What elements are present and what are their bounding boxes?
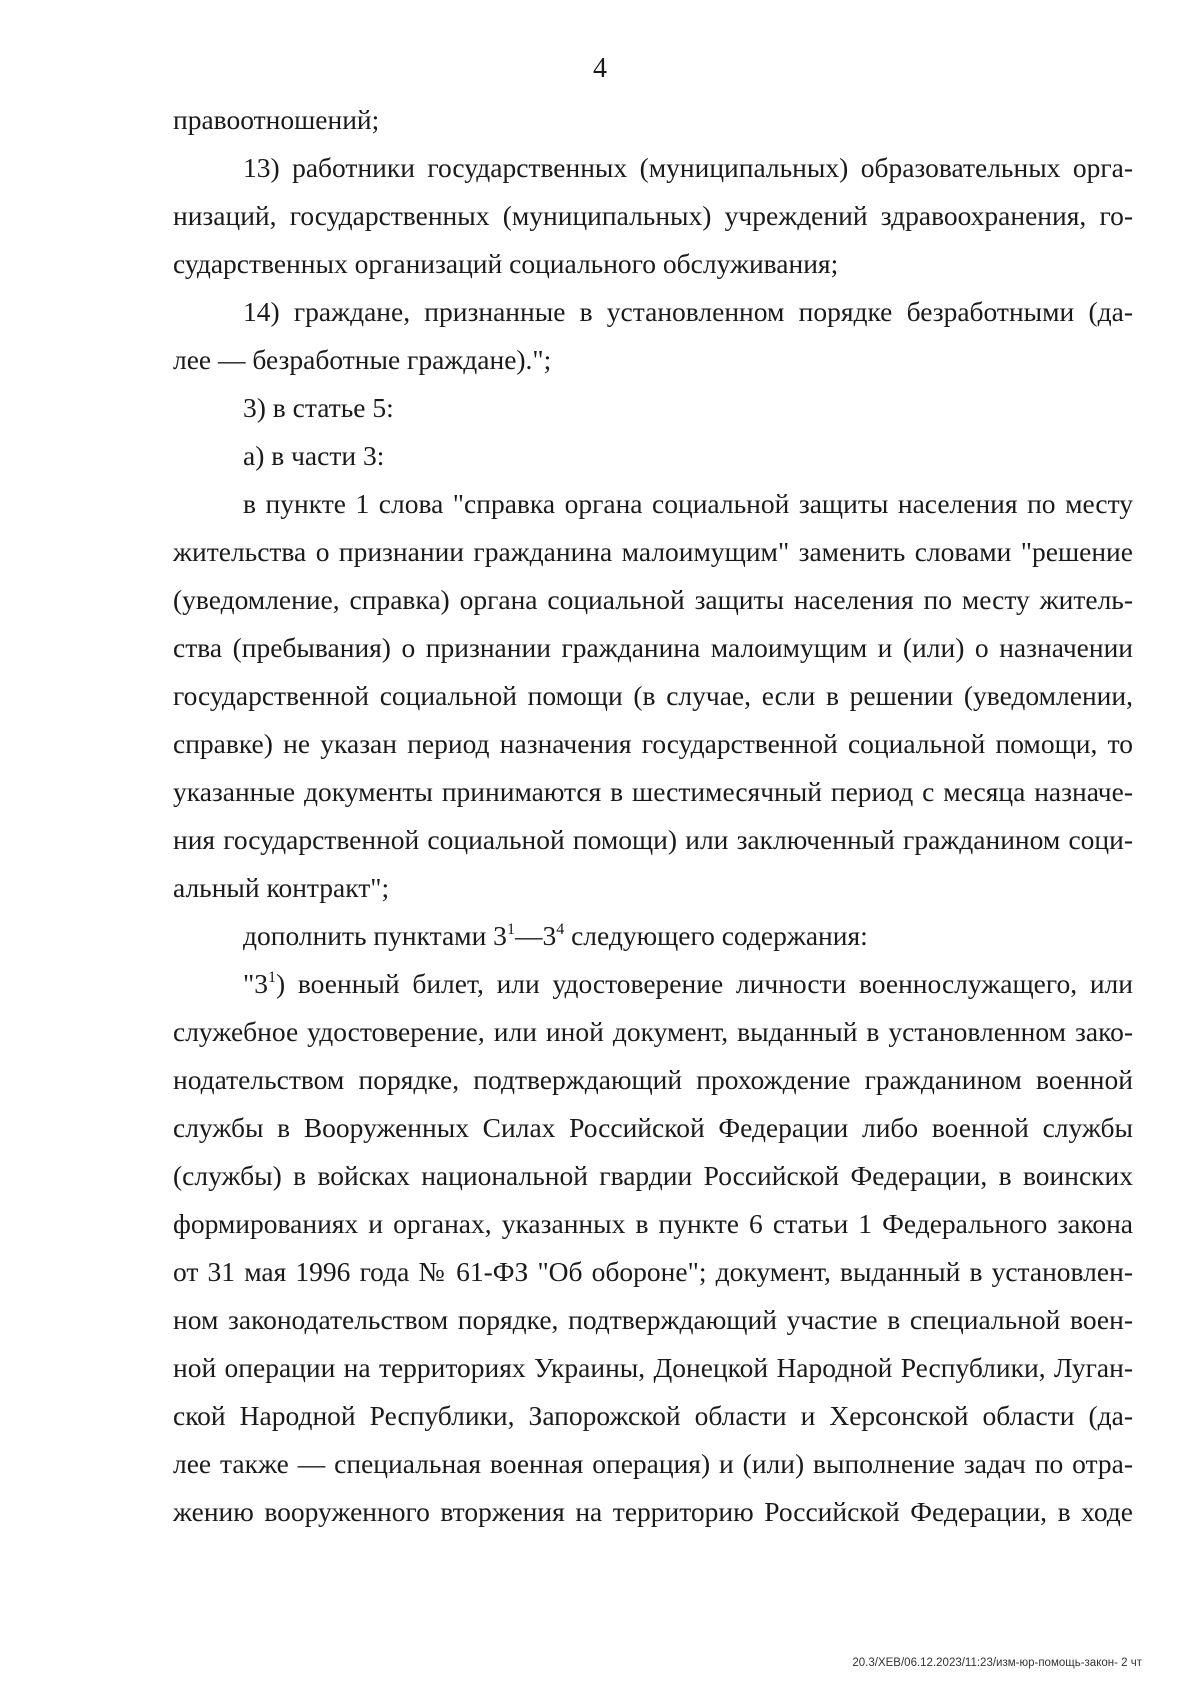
text-line: ской Народной Республики, Запорожской области и Херсонской области (да- (173, 1400, 1133, 1431)
text-line: а) в части 3: (243, 440, 385, 471)
text-line: служебное удостоверение, или иной документ, выданный в установленном зако- (173, 1016, 1133, 1047)
text-line-with-superscripts (173, 912, 1133, 960)
document-body (173, 96, 1133, 1536)
text-line: в пункте 1 слова "справка органа социальной защиты населения по месту (243, 488, 1133, 519)
text-line: лее — безработные граждане)."; (173, 344, 552, 375)
text-line: справке) не указан период назначения государственной социальной помощи, то (173, 728, 1133, 759)
document-footer-code: 20.3/ХЕВ/06.12.2023/11:23/изм-юр-помощь-закон- 2 чт (852, 1657, 1142, 1669)
text-fragment: дополнить пунктами 3 (243, 920, 507, 951)
text-line: альный контракт"; (173, 872, 390, 903)
superscript: 1 (267, 969, 276, 986)
text-line: 3) в статье 5: (243, 392, 394, 423)
text-line: лее также — специальная военная операция) и (или) выполнение задач по отра- (173, 1448, 1133, 1479)
text-line: 13) работники государственных (муниципальных) образовательных орга- (243, 152, 1133, 183)
text-line: ной операции на территориях Украины, Донецкой Народной Республики, Луган- (173, 1352, 1133, 1383)
text-line: от 31 мая 1996 года № 61-ФЗ "Об обороне"; документ, выданный в установлен- (173, 1256, 1133, 1287)
text-line: жительства о признании гражданина малоимущим" заменить словами "решение (173, 536, 1133, 567)
text-line: (службы) в войсках национальной гвардии Российской Федерации, в воинских (173, 1160, 1133, 1191)
text-line-with-superscripts (173, 960, 1133, 1008)
text-line: правоотношений; (173, 104, 380, 135)
text-line: ном законодательством порядке, подтверждающий участие в специальной воен- (173, 1304, 1133, 1335)
text-line: указанные документы принимаются в шестимесячный период с месяца назначе- (173, 776, 1133, 807)
text-line: жению вооруженного вторжения на территорию Российской Федерации, в ходе (173, 1496, 1133, 1527)
superscript: 1 (506, 921, 515, 938)
text-line: формированиях и органах, указанных в пункте 6 статьи 1 Федерального закона (173, 1208, 1133, 1239)
text-line: службы в Вооруженных Силах Российской Федерации либо военной службы (173, 1112, 1133, 1143)
text-line: государственной социальной помощи (в случае, если в решении (уведомлении, (173, 680, 1133, 711)
superscript: 4 (556, 921, 565, 938)
text-line: ства (пребывания) о признании гражданина малоимущим и (или) о назначении (173, 632, 1133, 663)
text-line: ния государственной социальной помощи) или заключенный гражданином соци- (173, 824, 1133, 855)
text-fragment: ) военный билет, или удостоверение личности военнослужащего, или (275, 968, 1133, 999)
text-fragment: "3 (243, 968, 268, 999)
text-line: низаций, государственных (муниципальных) учреждений здравоохранения, го- (173, 200, 1133, 231)
text-fragment: следующего содержания: (564, 920, 868, 951)
text-line: 14) граждане, признанные в установленном порядке безработными (да- (243, 296, 1133, 327)
page-number: 4 (593, 53, 607, 84)
text-line: (уведомление, справка) органа социальной защиты населения по месту житель- (173, 584, 1133, 615)
text-line: нодательством порядке, подтверждающий прохождение гражданином военной (173, 1064, 1133, 1095)
text-fragment: —3 (514, 920, 557, 951)
text-line: сударственных организаций социального обслуживания; (173, 248, 839, 279)
